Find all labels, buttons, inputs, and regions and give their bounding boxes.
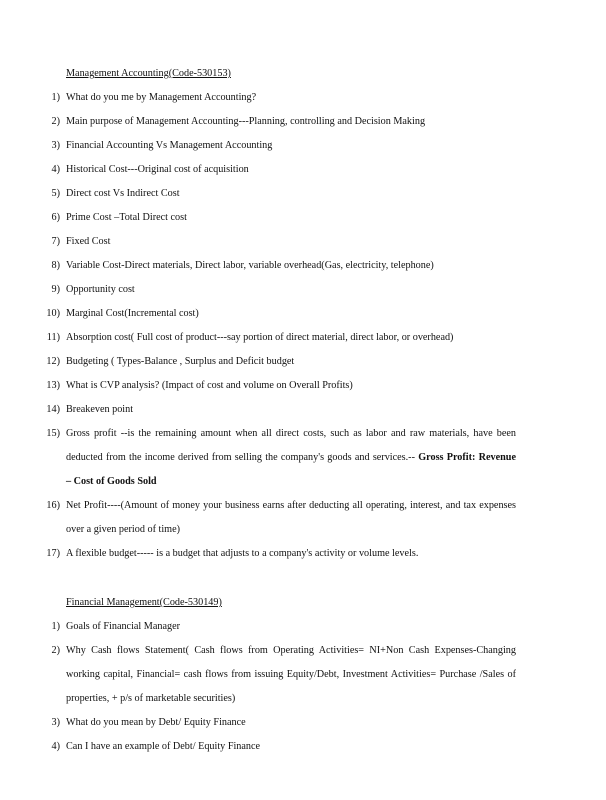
list-item-number: 4) — [51, 741, 60, 752]
section-heading: Management Accounting(Code-530153) — [66, 68, 231, 79]
list-item-line — [66, 645, 516, 659]
list-item-number: 3) — [51, 140, 60, 151]
line-text: Budgeting ( Types-Balance , Surplus and Deficit budget — [66, 356, 295, 367]
line-text: Variable Cost-Direct materials, Direct labor, variable overhead(Gas, electricity, telephone) — [66, 260, 434, 271]
list-item-number: 4) — [51, 164, 60, 175]
list-item-number: 12) — [46, 356, 60, 367]
list-item-line — [66, 693, 516, 704]
line-text: What do you mean by Debt/ Equity Finance — [66, 717, 246, 728]
list-item-number: 11) — [46, 332, 60, 343]
list-item-line — [66, 524, 516, 535]
list-item-number: 2) — [51, 116, 60, 127]
line-text: over a given period of time) — [66, 524, 181, 535]
line-text: Fixed Cost — [66, 236, 111, 247]
list-item-line — [66, 548, 516, 559]
list-item-number: 9) — [51, 284, 60, 295]
list-item-line — [66, 212, 516, 223]
line-text: Breakeven point — [66, 404, 134, 415]
list-item-line — [66, 476, 516, 487]
line-text: Historical Cost---Original cost of acquisition — [66, 164, 249, 175]
bold-formula: – Cost of Goods Sold — [66, 476, 157, 487]
line-text: What do you me by Management Accounting? — [66, 92, 257, 103]
list-item-line — [66, 116, 516, 127]
list-item-line — [66, 140, 516, 151]
list-item-line — [66, 621, 516, 632]
list-item-number: 1) — [51, 621, 60, 632]
line-text: Absorption cost( Full cost of product---say portion of direct material, direct labor, or overhead) — [66, 332, 454, 343]
line-text: Direct cost Vs Indirect Cost — [66, 188, 180, 199]
list-item-line — [66, 92, 516, 103]
list-item-line — [66, 717, 516, 728]
list-item-line — [66, 741, 516, 752]
list-item-number: 3) — [51, 717, 60, 728]
list-item-line — [66, 380, 516, 391]
list-item-number: 17) — [46, 548, 60, 559]
line-text: Main purpose of Management Accounting---Planning, controlling and Decision Making — [66, 116, 426, 127]
bold-formula: Gross Profit: Revenue — [418, 452, 516, 463]
list-item-line — [66, 404, 516, 415]
line-text: Financial Accounting Vs Management Accounting — [66, 140, 273, 151]
line-text: Gross profit --is the remaining amount when all direct costs, such as labor and raw materials, have been — [66, 428, 516, 439]
line-text: Net Profit----(Amount of money your business earns after deducting all operating, interest, and tax expenses — [66, 500, 516, 511]
line-text: Can I have an example of Debt/ Equity Finance — [66, 741, 261, 752]
list-item-line — [66, 260, 516, 271]
list-item-line — [66, 356, 516, 367]
list-item-line — [66, 500, 516, 514]
list-item-line — [66, 332, 516, 343]
list-item-number: 7) — [51, 236, 60, 247]
list-item-line — [66, 188, 516, 199]
line-text: Opportunity cost — [66, 284, 135, 295]
list-item-line — [66, 669, 516, 683]
list-item-number: 13) — [46, 380, 60, 391]
list-item-line — [66, 428, 516, 442]
list-item-line — [66, 236, 516, 247]
list-item-number: 2) — [51, 645, 60, 656]
list-item-number: 1) — [51, 92, 60, 103]
line-text: properties, + p/s of marketable securities) — [66, 693, 236, 704]
section-heading: Financial Management(Code-530149) — [66, 597, 222, 608]
line-text: deducted from the income derived from selling the company's goods and services.-- — [66, 452, 415, 463]
list-item-line — [66, 284, 516, 295]
line-text: What is CVP analysis? (Impact of cost and volume on Overall Profits) — [66, 380, 353, 391]
list-item-number: 5) — [51, 188, 60, 199]
list-item-number: 6) — [51, 212, 60, 223]
line-text: Prime Cost –Total Direct cost — [66, 212, 187, 223]
list-item-number: 8) — [51, 260, 60, 271]
line-text: Marginal Cost(Incremental cost) — [66, 308, 199, 319]
list-item-number: 16) — [46, 500, 60, 511]
list-item-line — [66, 452, 516, 466]
list-item-number: 10) — [46, 308, 60, 319]
line-text: Goals of Financial Manager — [66, 621, 181, 632]
line-text: A flexible budget----- is a budget that adjusts to a company's activity or volume levels. — [66, 548, 419, 559]
list-item-line — [66, 164, 516, 175]
line-text: working capital, Financial= cash flows from issuing Equity/Debt, Investment Activities= Purchase /Sales of — [66, 669, 516, 680]
list-item-number: 15) — [46, 428, 60, 439]
list-item-line — [66, 308, 516, 319]
list-item-number: 14) — [46, 404, 60, 415]
line-text: Why Cash flows Statement( Cash flows from Operating Activities= NI+Non Cash Expenses-Changing — [66, 645, 516, 656]
